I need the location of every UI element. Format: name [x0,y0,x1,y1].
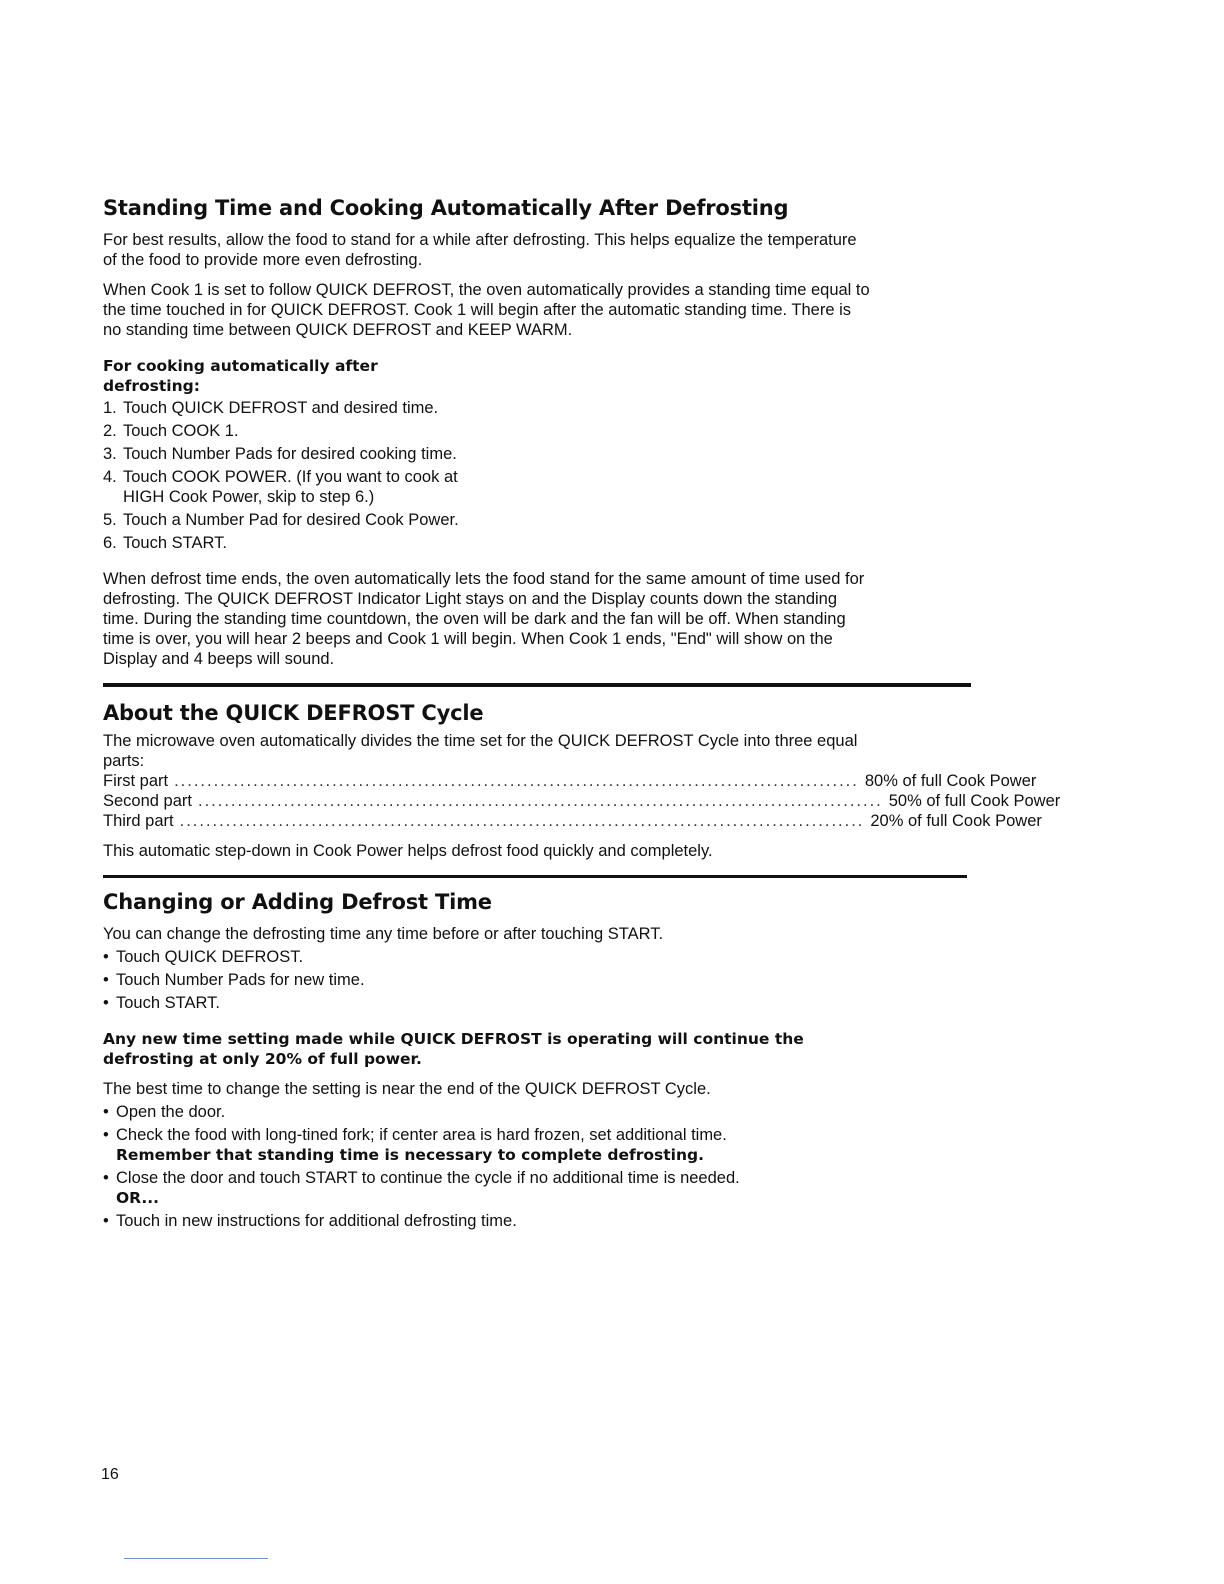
change-steps-list [103,947,973,1013]
defrost-warning: Any new time setting made while QUICK DEFROST is operating will continue the defrosting at only 20% of full power. [103,1030,804,1068]
defrost-parts-table [103,771,1061,831]
list-item: 6. Touch START. [103,534,227,552]
list-item: • Touch Number Pads for new time. [103,971,365,989]
list-item: • Touch START. [103,994,220,1012]
best-time-note: The best time to change the setting is near the end of the QUICK DEFROST Cycle. [103,1080,711,1098]
list-item: 2. Touch COOK 1. [103,422,239,440]
list-item: 1. Touch QUICK DEFROST and desired time. [103,399,439,417]
section-title-standing-time: Standing Time and Cooking Automatically After Defrosting [103,196,789,220]
section-divider [103,683,971,687]
list-item: 5. Touch a Number Pad for desired Cook Power. [103,511,459,529]
list-item: • Open the door. [103,1103,226,1121]
list-item: 4. Touch COOK POWER. (If you want to cook at HIGH Cook Power, skip to step 6.) [103,468,458,506]
manual-page [103,196,1061,1231]
adjust-steps-list [103,1102,973,1231]
table-row: Second part ........................................................................................................ 50% of full Cook Power [103,792,1061,810]
list-item: • Touch QUICK DEFROST. [103,948,304,966]
table-row: First part ........................................................................................................ 80% of full Cook Power [103,772,1037,790]
list-item: • Check the food with long-tined fork; if center area is hard frozen, set additional time. Remember that standing time is necessary to complete defrosting. [103,1126,727,1164]
list-item: • Touch in new instructions for additional defrosting time. [103,1212,517,1230]
section-title-quick-defrost: About the QUICK DEFROST Cycle [103,701,484,725]
cooking-after-defrost-subhead: For cooking automatically after defrosting: [103,357,378,395]
standing-time-description: When defrost time ends, the oven automatically lets the food stand for the same amount of time used for defrosting. The QUICK DEFROST Indicator Light stays on and the Display counts down the standing time. During the standing time countdown, the oven will be dark and the fan will be off. When standing time is over, you will hear 2 beeps and Cook 1 will begin. When Cook 1 ends, "End" will show on the Display and 4 beeps will sound. [103,570,865,668]
quick-defrost-intro: The microwave oven automatically divides the time set for the QUICK DEFROST Cycle into three equal parts: [103,732,858,770]
section-divider [103,875,967,878]
quick-defrost-outro: This automatic step-down in Cook Power helps defrost food quickly and completely. [103,842,713,860]
standing-time-intro: For best results, allow the food to stand for a while after defrosting. This helps equalize the temperature of the food to provide more even defrosting. [103,231,857,269]
standing-time-cook1: When Cook 1 is set to follow QUICK DEFROST, the oven automatically provides a standing time equal to the time touched in for QUICK DEFROST. Cook 1 will begin after the automatic standing time. There is no standing time between QUICK DEFROST and KEEP WARM. [103,281,870,339]
footer-line [124,1558,268,1559]
table-row: Third part ........................................................................................................ 20% of full Cook Power [103,812,1042,830]
page-number: 16 [101,1466,119,1483]
list-item: 3. Touch Number Pads for desired cooking time. [103,445,457,463]
section-title-changing-defrost: Changing or Adding Defrost Time [103,890,492,914]
changing-defrost-intro: You can change the defrosting time any time before or after touching START. [103,925,664,943]
list-item: • Close the door and touch START to continue the cycle if no additional time is needed. OR... [103,1169,740,1207]
cooking-steps-list [103,398,473,553]
